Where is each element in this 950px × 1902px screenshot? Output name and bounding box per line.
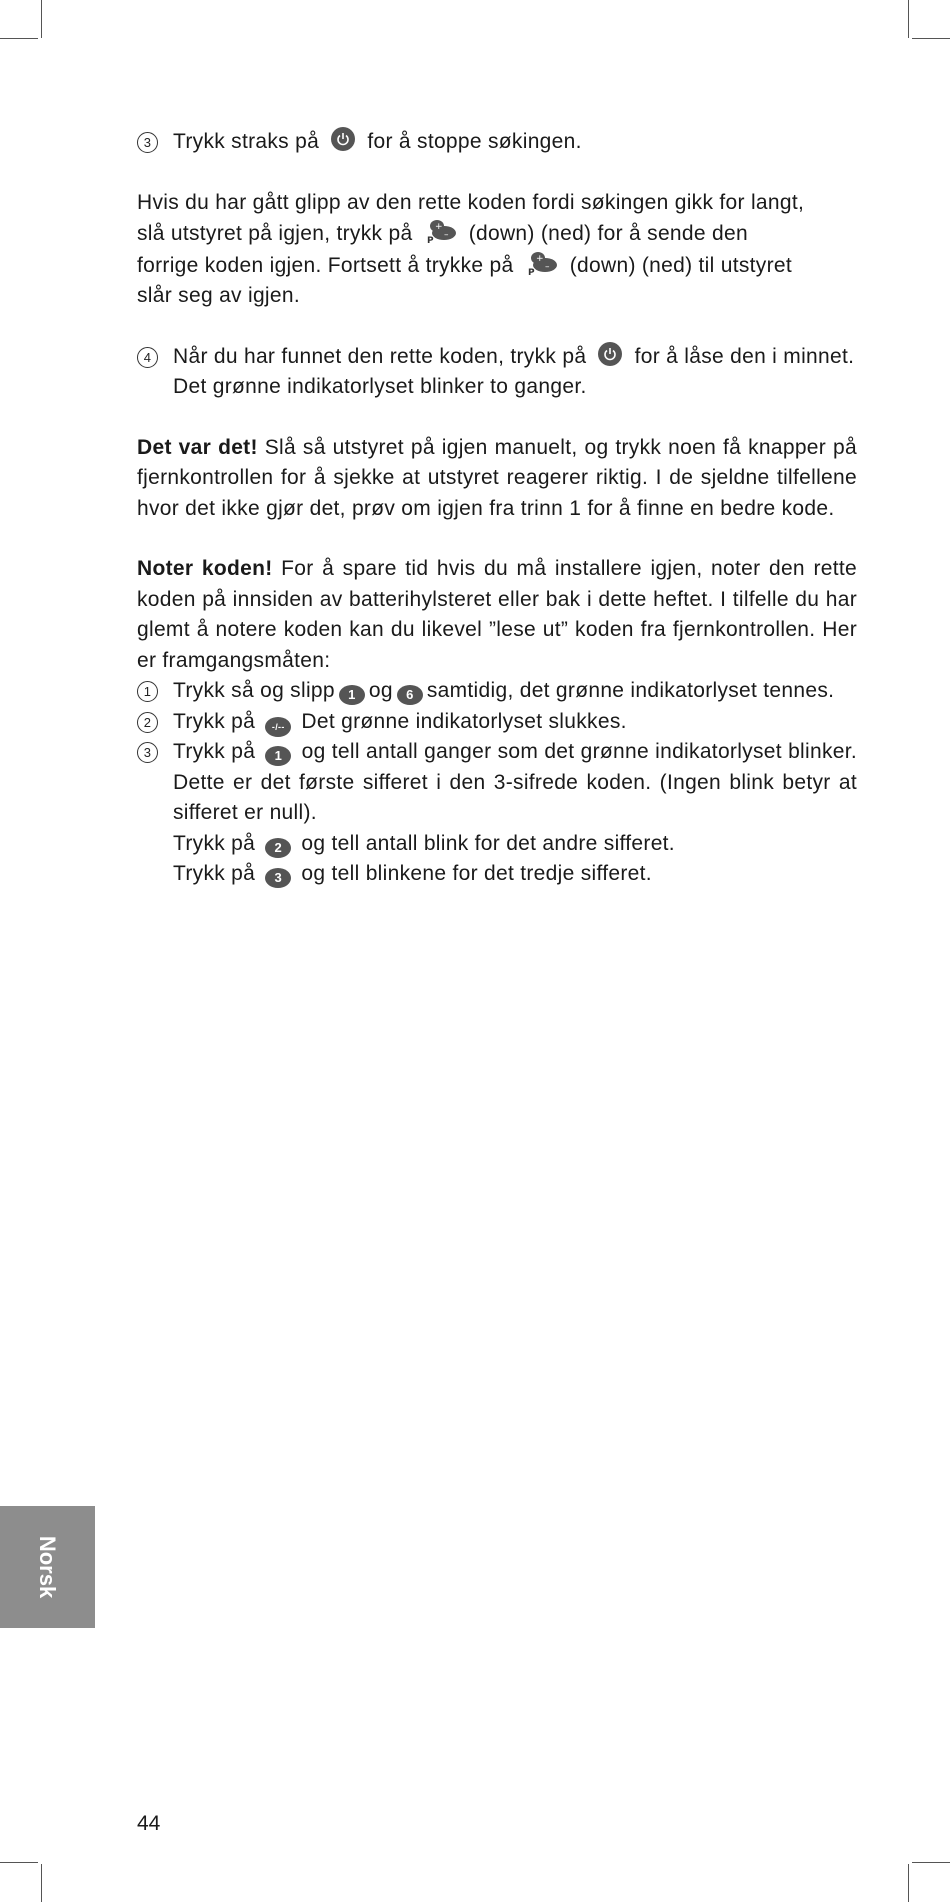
- crop-mark: [0, 1862, 38, 1863]
- digit-entry-key-icon: -/--: [265, 717, 291, 737]
- note-code-paragraph: Noter koden! For å spare tid hvis du må installere igjen, noter den rette koden på innsiden av batterihylsteret eller bak i dette heftet. I tilfelle du har glemt å notere koden kan du likevel ”lese ut” koden fra fjernkontrollen. Her er framgangsmåten:: [137, 557, 857, 672]
- read-step-3: 3 Trykk på 1 og tell antall ganger som det grønne indikatorlyset blinker. Dette er det første sifferet i den 3-sifrede koden. (Ingen blink betyr at sifferet er null).: [137, 737, 857, 829]
- language-tab: Norsk: [0, 1506, 95, 1628]
- step-number: 2: [137, 712, 158, 733]
- read-step-5: Trykk på 3 og tell blinkene for det tredje sifferet.: [137, 859, 857, 890]
- step-number: 3: [137, 132, 158, 153]
- step-number: 1: [137, 681, 158, 702]
- read-step-1: 1 Trykk så og slipp 1 og 6 samtidig, det grønne indikatorlyset tennes.: [137, 676, 857, 707]
- done-paragraph: Det var det! Slå så utstyret på igjen manuelt, og trykk noen få knapper på fjernkontrollen for å sjekke at utstyret reagerer riktig. I de sjeldne tilfellene hvor det ikke gjør det, prøv om igjen fra trinn 1 for å finne en bedre kode.: [137, 435, 857, 520]
- key-1-icon: 1: [265, 746, 291, 766]
- power-button-icon: [331, 127, 355, 151]
- program-down-icon: [526, 250, 558, 276]
- key-6-icon: 6: [397, 685, 423, 705]
- crop-mark: [912, 38, 950, 39]
- key-2-icon: 2: [265, 838, 291, 858]
- key-1-icon: 1: [339, 685, 365, 705]
- svg-text:+: +: [535, 253, 544, 264]
- missed-code-paragraph: Hvis du har gått glipp av den rette koden fordi søkingen gikk for langt, slå utstyret på igjen, trykk på + – P (down) (ned) for å sende den forrige koden igjen. Fortsett å trykke på + – P (down) (ned) til utstyret slår seg av igjen.: [137, 190, 805, 307]
- crop-mark: [908, 1864, 909, 1902]
- power-button-icon: [598, 342, 622, 366]
- svg-text:P: P: [426, 236, 434, 244]
- program-down-icon: [425, 218, 457, 244]
- page-number: 44: [137, 1812, 161, 1835]
- crop-mark: [908, 0, 909, 38]
- svg-text:+: +: [434, 222, 443, 232]
- crop-mark: [912, 1862, 950, 1863]
- step-lock-code: 4 Når du har funnet den rette koden, trykk på for å låse den i minnet. Det grønne indikatorlyset blinker to ganger.: [137, 342, 857, 403]
- crop-mark: [41, 1864, 42, 1902]
- step-stop-search: 3 Trykk straks på for å stoppe søkingen.: [137, 127, 857, 158]
- key-3-icon: 3: [265, 868, 291, 888]
- read-step-2: 2 Trykk på -/-- Det grønne indikatorlyset slukkes.: [137, 707, 857, 738]
- crop-mark: [41, 0, 42, 38]
- svg-text:–: –: [443, 230, 449, 240]
- svg-text:P: P: [527, 267, 535, 276]
- crop-mark: [0, 38, 38, 39]
- svg-text:–: –: [544, 261, 550, 272]
- main-text: [137, 127, 857, 890]
- step-number: 4: [137, 347, 158, 368]
- read-step-4: Trykk på 2 og tell antall blink for det andre sifferet.: [137, 829, 857, 860]
- step-number: 3: [137, 742, 158, 763]
